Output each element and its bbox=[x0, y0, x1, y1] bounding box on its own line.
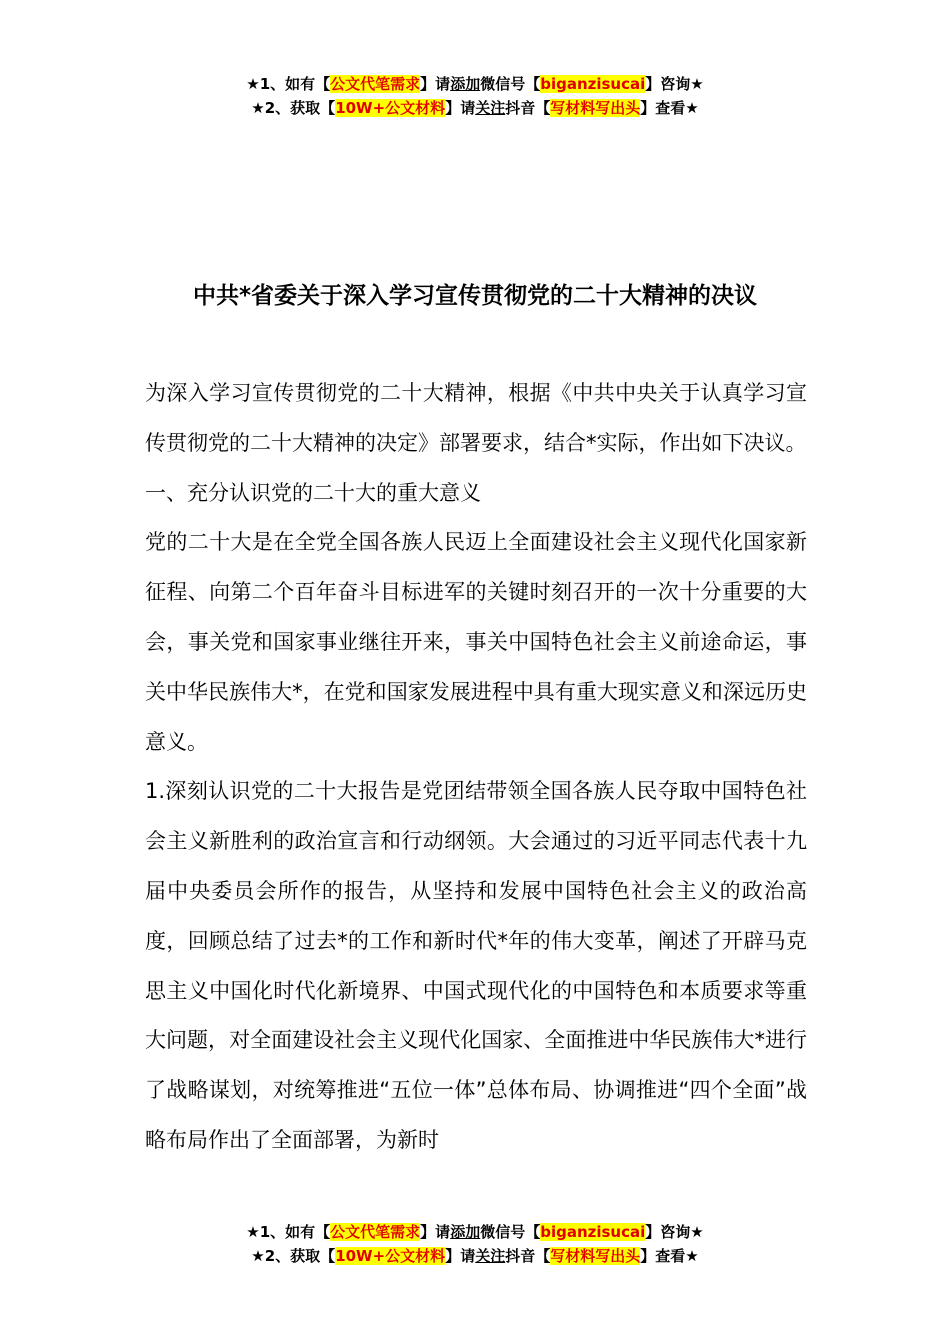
promo-emphasis: 添加 bbox=[450, 1223, 481, 1241]
paragraph-intro: 为深入学习宣传贯彻党的二十大精神，根据《中共中央关于认真学习宣传贯彻党的二十大精神的决定》部署要求，结合*实际，作出如下决议。 bbox=[145, 381, 807, 455]
paragraph-point-1: 1.深刻认识党的二十大报告是党团结带领全国各族人民夺取中国特色社会主义新胜利的政治宣言和行动纲领。大会通过的习近平同志代表十九届中央委员会所作的报告，从坚持和发展中国特色社会主义的政治高度，回顾总结了过去*的工作和新时代*年的伟大变革，阐述了开辟马克思主义中国化时代化新境界、中国式现代化的中国特色和本质要求等重大问题，对全面建设社会主义现代化国家、全面推进中华民族伟大*进行了战略谋划，对统筹推进“五位一体”总体布局、协调推进“四个全面”战略布局作出了全面部署，为新时 bbox=[145, 779, 807, 1152]
promo-emphasis: 关注 bbox=[475, 1247, 506, 1265]
promo-banner-bottom bbox=[0, 1220, 950, 1268]
promo-text: 抖音【 bbox=[505, 1247, 551, 1265]
promo-highlight: biganzisucai bbox=[540, 1223, 646, 1241]
promo-highlight: 10W+公文材料 bbox=[335, 99, 446, 117]
promo-emphasis: 添加 bbox=[450, 75, 481, 93]
promo-banner-top bbox=[0, 72, 950, 120]
promo-text: 微信号【 bbox=[480, 75, 541, 93]
promo-highlight: 公文代笔需求 bbox=[330, 75, 421, 93]
section-heading-1: 一、充分认识党的二十大的重大意义 bbox=[145, 480, 481, 505]
promo-text: 】请 bbox=[445, 1247, 476, 1265]
paragraph-significance: 党的二十大是在全党全国各族人民迈上全面建设社会主义现代化国家新征程、向第二个百年奋斗目标进军的关键时刻召开的一次十分重要的大会，事关党和国家事业继往开来，事关中国特色社会主义前途命运，事关中华民族伟大*，在党和国家发展进程中具有重大现实意义和深远历史意义。 bbox=[145, 530, 807, 754]
promo-highlight: biganzisucai bbox=[540, 75, 646, 93]
document-title: 中共*省委关于深入学习宣传贯彻党的二十大精神的决议 bbox=[192, 283, 758, 309]
promo-text: 】请 bbox=[445, 99, 476, 117]
promo-line-2 bbox=[0, 96, 950, 120]
promo-emphasis: 关注 bbox=[475, 99, 506, 117]
promo-text: ★2、获取【 bbox=[251, 1247, 336, 1265]
promo-text: ★1、如有【 bbox=[246, 75, 331, 93]
promo-highlight: 公文代笔需求 bbox=[330, 1223, 421, 1241]
promo-line-2 bbox=[0, 1244, 950, 1268]
promo-text: 】查看★ bbox=[640, 99, 699, 117]
document-body bbox=[145, 369, 807, 1166]
promo-text: 微信号【 bbox=[480, 1223, 541, 1241]
promo-text: 】咨询★ bbox=[645, 75, 704, 93]
promo-highlight: 写材料写出头 bbox=[550, 99, 641, 117]
promo-text: 】查看★ bbox=[640, 1247, 699, 1265]
promo-text: 】请 bbox=[420, 1223, 451, 1241]
promo-text: 】咨询★ bbox=[645, 1223, 704, 1241]
promo-highlight: 写材料写出头 bbox=[550, 1247, 641, 1265]
promo-text: 抖音【 bbox=[505, 99, 551, 117]
promo-text: 】请 bbox=[420, 75, 451, 93]
promo-line-1 bbox=[0, 1220, 950, 1244]
promo-text: ★2、获取【 bbox=[251, 99, 336, 117]
promo-highlight: 10W+公文材料 bbox=[335, 1247, 446, 1265]
promo-text: ★1、如有【 bbox=[246, 1223, 331, 1241]
promo-line-1 bbox=[0, 72, 950, 96]
